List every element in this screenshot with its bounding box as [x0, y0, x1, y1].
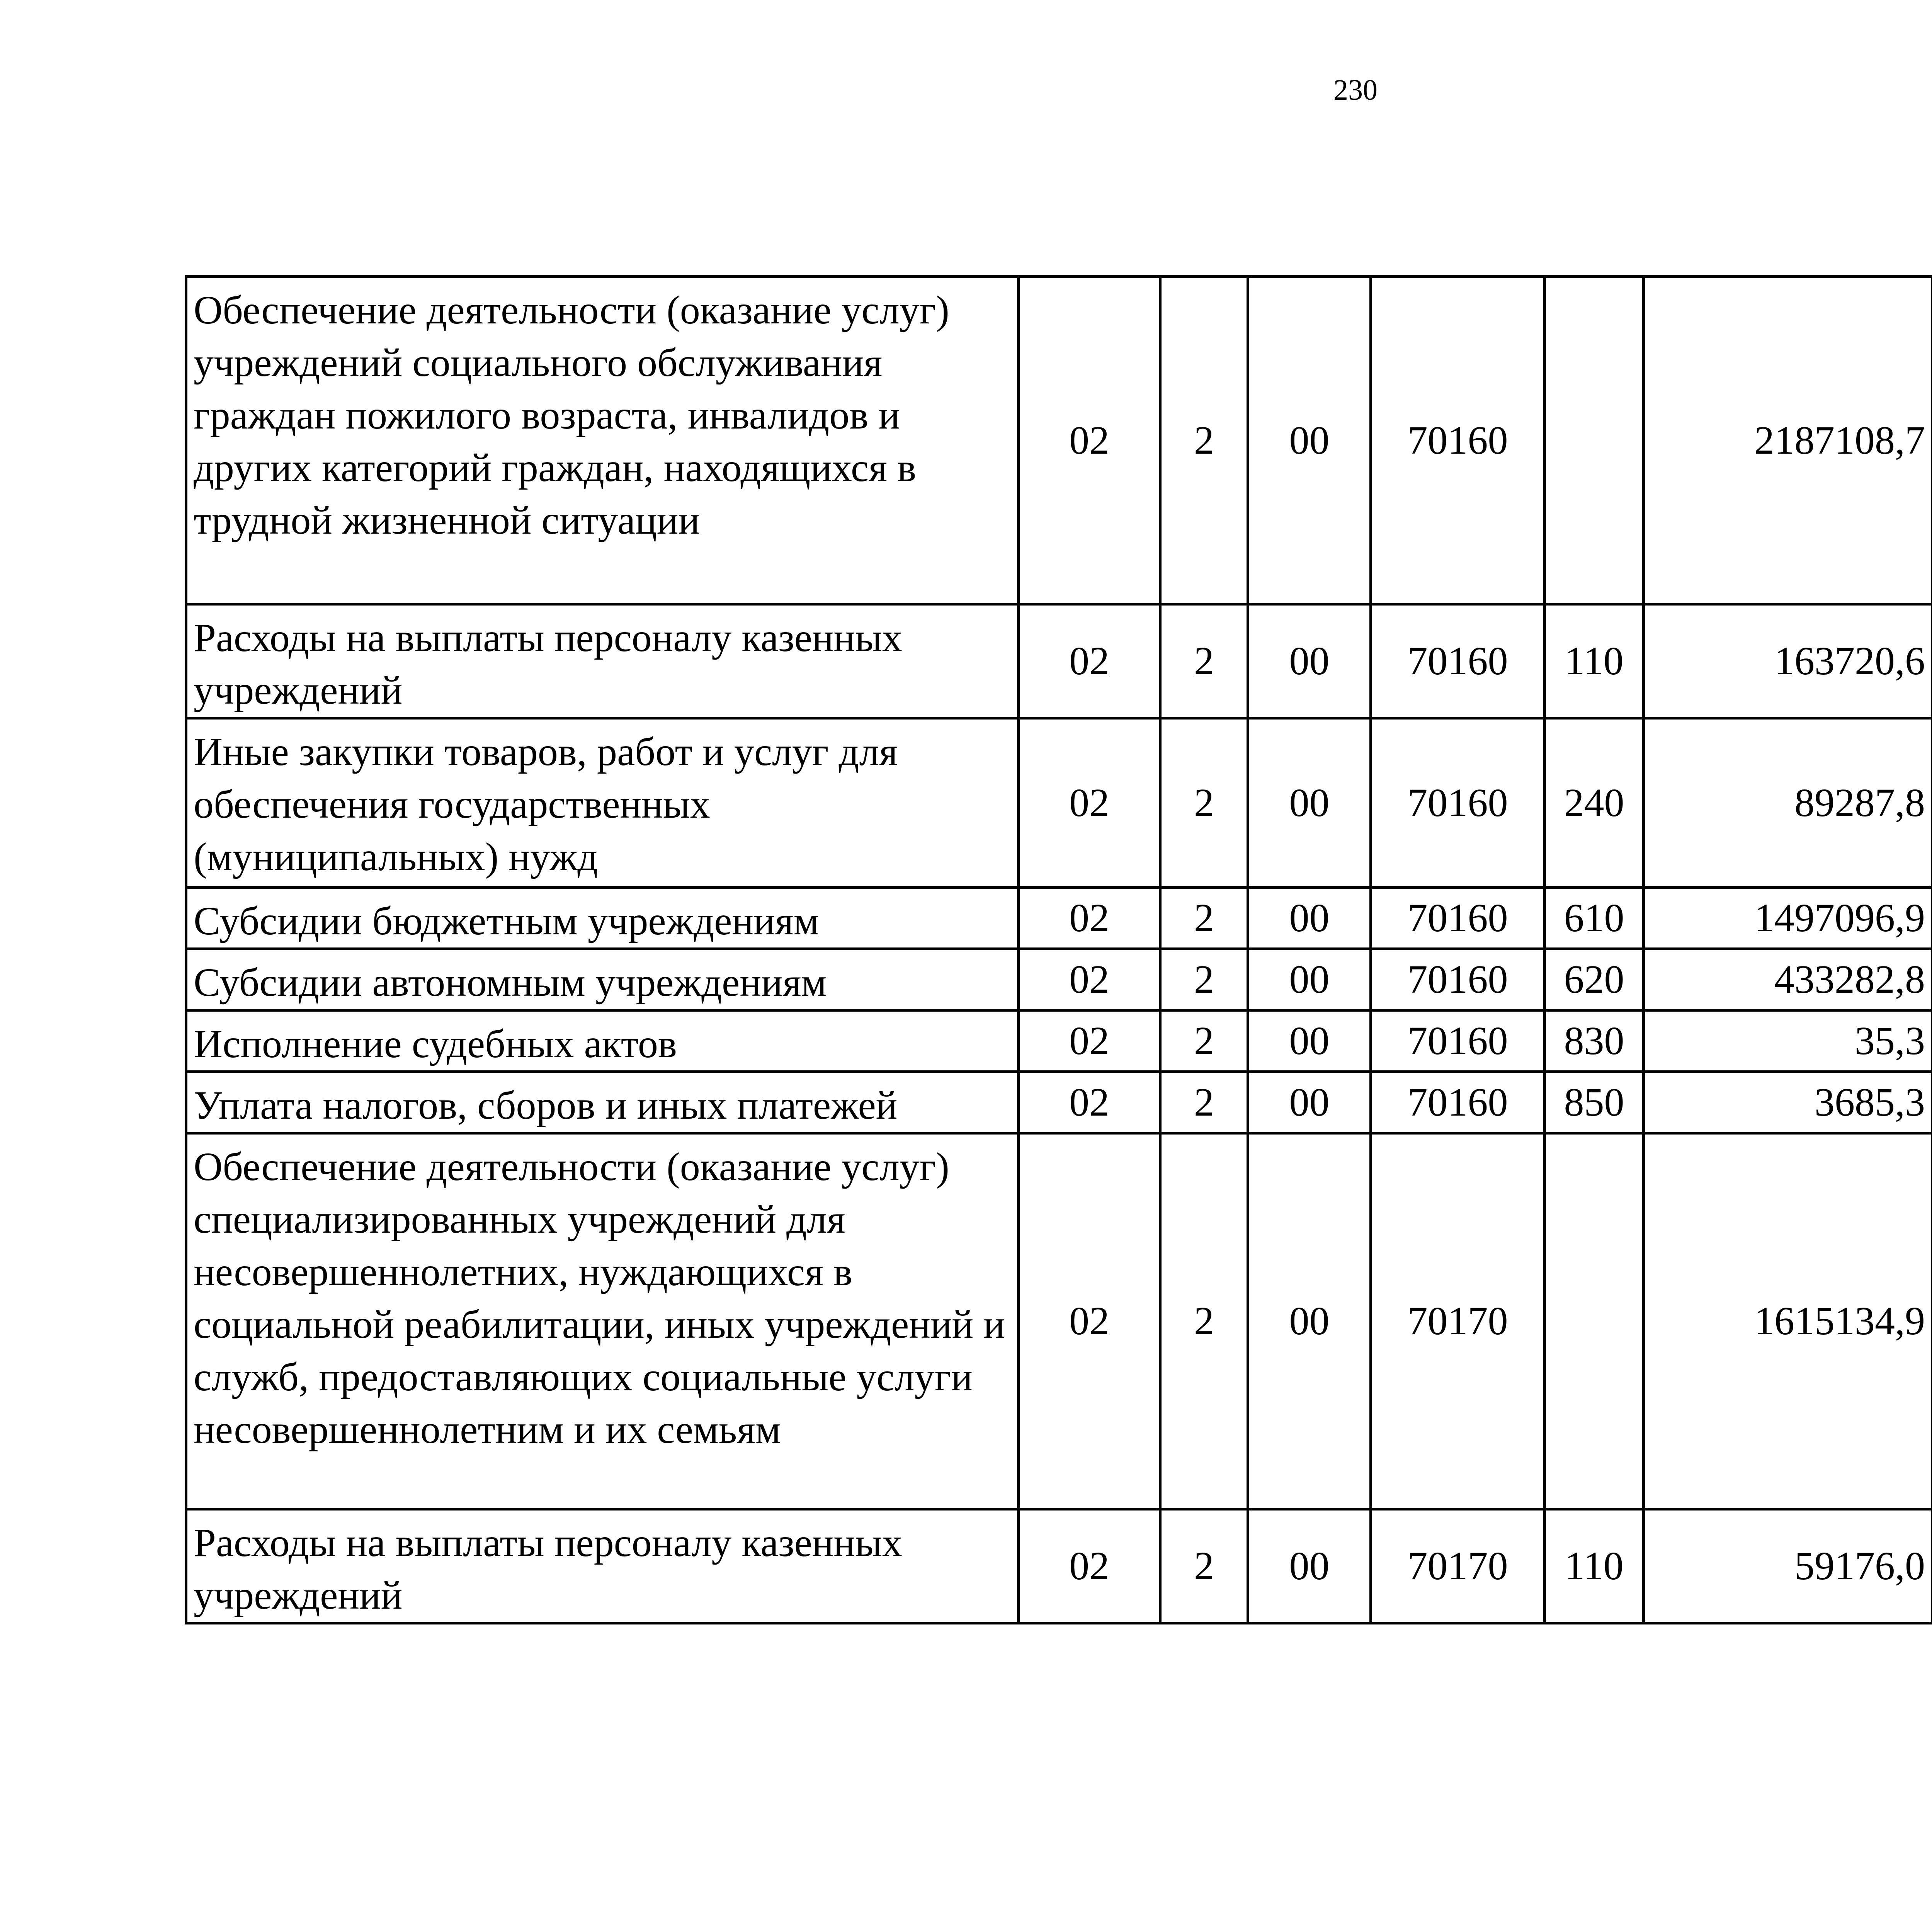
row-name: Уплата налогов, сборов и иных платежей	[186, 1072, 1019, 1133]
code-activity: 00	[1248, 1133, 1371, 1509]
code-subprogram: 2	[1160, 888, 1248, 949]
row-name: Расходы на выплаты персоналу казенных учреждений	[186, 604, 1019, 718]
code-direction: 70170	[1371, 1133, 1545, 1509]
table-row	[186, 277, 1932, 604]
code-program: 02	[1019, 718, 1160, 888]
amount-year-1: 433282,8	[1644, 949, 1932, 1010]
code-direction: 70160	[1371, 277, 1545, 604]
code-expense-type: 610	[1545, 888, 1644, 949]
table-row	[186, 1133, 1932, 1509]
amount-year-1: 59176,0	[1644, 1509, 1932, 1623]
code-program: 02	[1019, 949, 1160, 1010]
budget-table	[185, 275, 1932, 1624]
amount-year-1: 3685,3	[1644, 1072, 1932, 1133]
code-activity: 00	[1248, 888, 1371, 949]
row-name: Субсидии автономным учреждениям	[186, 949, 1019, 1010]
code-direction: 70160	[1371, 604, 1545, 718]
row-name: Субсидии бюджетным учреждениям	[186, 888, 1019, 949]
code-program: 02	[1019, 604, 1160, 718]
code-expense-type	[1545, 1133, 1644, 1509]
amount-year-1: 89287,8	[1644, 718, 1932, 888]
code-subprogram: 2	[1160, 277, 1248, 604]
code-expense-type: 830	[1545, 1010, 1644, 1072]
code-expense-type: 240	[1545, 718, 1644, 888]
code-direction: 70160	[1371, 888, 1545, 949]
code-direction: 70160	[1371, 718, 1545, 888]
amount-year-1: 1497096,9	[1644, 888, 1932, 949]
table-row	[186, 1509, 1932, 1623]
amount-year-1: 35,3	[1644, 1010, 1932, 1072]
code-direction: 70160	[1371, 1072, 1545, 1133]
amount-year-1: 1615134,9	[1644, 1133, 1932, 1509]
page-number: 230	[1333, 74, 1378, 106]
code-activity: 00	[1248, 277, 1371, 604]
amount-year-1: 163720,6	[1644, 604, 1932, 718]
code-direction: 70160	[1371, 949, 1545, 1010]
table-row	[186, 1072, 1932, 1133]
code-subprogram: 2	[1160, 604, 1248, 718]
code-subprogram: 2	[1160, 1072, 1248, 1133]
table-row	[186, 718, 1932, 888]
code-program: 02	[1019, 277, 1160, 604]
code-expense-type: 620	[1545, 949, 1644, 1010]
code-direction: 70160	[1371, 1010, 1545, 1072]
table-row	[186, 604, 1932, 718]
code-activity: 00	[1248, 718, 1371, 888]
code-activity: 00	[1248, 1072, 1371, 1133]
row-name: Иные закупки товаров, работ и услуг для обеспечения государственных (муниципальных) нужд	[186, 718, 1019, 888]
code-activity: 00	[1248, 1509, 1371, 1623]
table-row	[186, 949, 1932, 1010]
row-name: Исполнение судебных актов	[186, 1010, 1019, 1072]
amount-year-1: 2187108,7	[1644, 277, 1932, 604]
code-program: 02	[1019, 888, 1160, 949]
code-subprogram: 2	[1160, 1509, 1248, 1623]
code-activity: 00	[1248, 1010, 1371, 1072]
code-program: 02	[1019, 1133, 1160, 1509]
code-program: 02	[1019, 1509, 1160, 1623]
code-expense-type: 110	[1545, 604, 1644, 718]
code-program: 02	[1019, 1010, 1160, 1072]
table-row	[186, 1010, 1932, 1072]
code-expense-type	[1545, 277, 1644, 604]
code-subprogram: 2	[1160, 949, 1248, 1010]
table-row	[186, 888, 1932, 949]
code-subprogram: 2	[1160, 1133, 1248, 1509]
row-name: Обеспечение деятельности (оказание услуг) учреждений социального обслуживания граждан пожилого возраста, инвалидов и других категорий граждан, находящихся в трудной жизненной ситуации	[186, 277, 1019, 604]
code-expense-type: 850	[1545, 1072, 1644, 1133]
code-expense-type: 110	[1545, 1509, 1644, 1623]
row-name: Расходы на выплаты персоналу казенных учреждений	[186, 1509, 1019, 1623]
code-subprogram: 2	[1160, 1010, 1248, 1072]
code-activity: 00	[1248, 949, 1371, 1010]
code-direction: 70170	[1371, 1509, 1545, 1623]
code-program: 02	[1019, 1072, 1160, 1133]
code-subprogram: 2	[1160, 718, 1248, 888]
row-name: Обеспечение деятельности (оказание услуг) специализированных учреждений для несовершеннолетних, нуждающихся в социальной реабилитации, иных учреждений и служб, предоставляющих социальные услуги несовершеннолетним и их семьям	[186, 1133, 1019, 1509]
code-activity: 00	[1248, 604, 1371, 718]
